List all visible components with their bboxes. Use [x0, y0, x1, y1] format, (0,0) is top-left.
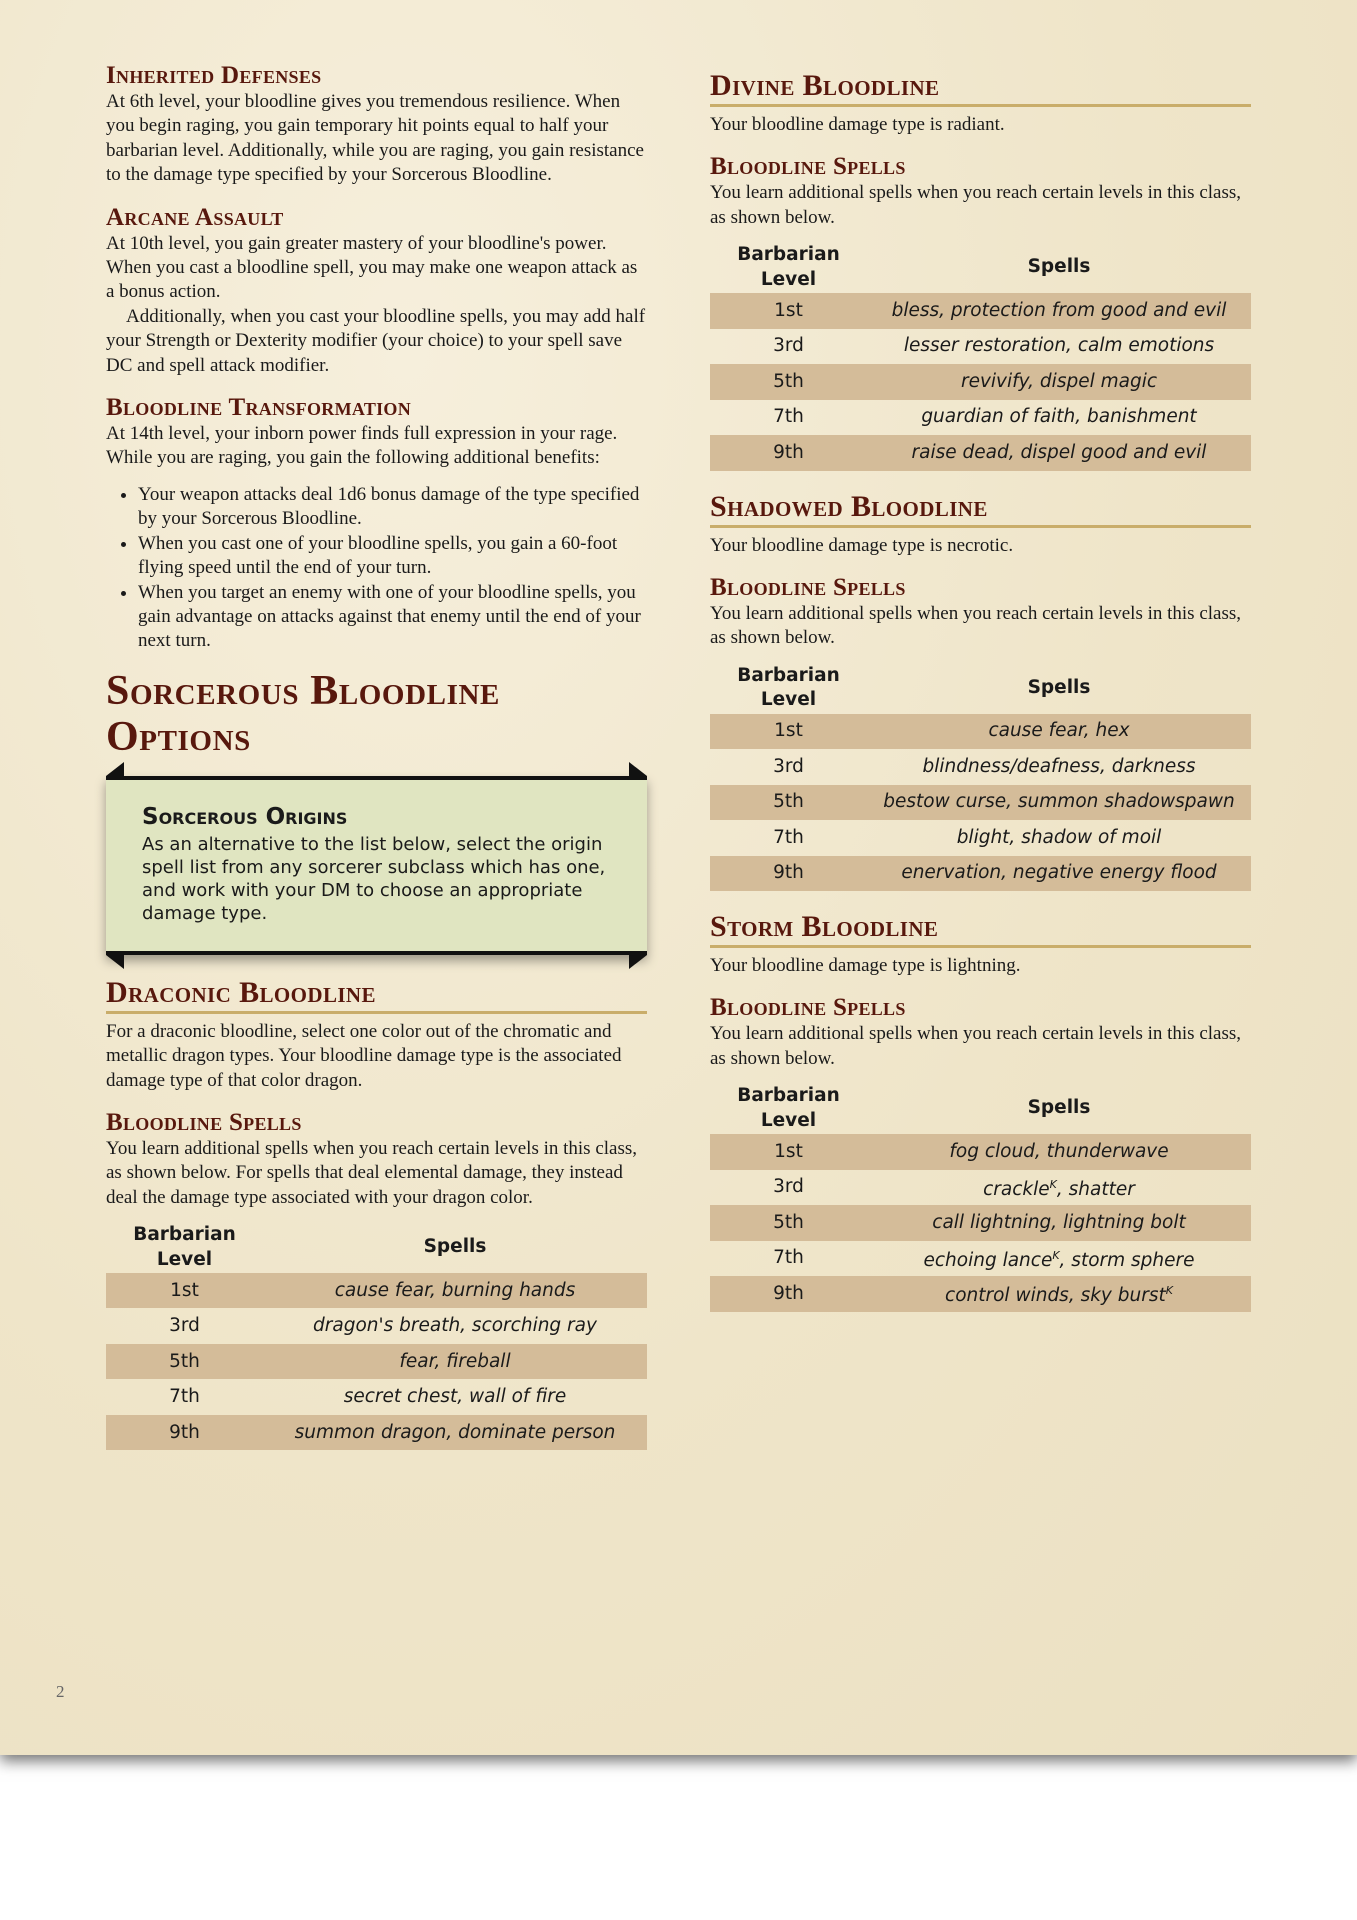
source-marker: K [1165, 1284, 1173, 1298]
spell-text: raise dead, dispel good and evil [911, 441, 1207, 463]
table-row [710, 364, 1251, 400]
spell-text: cause fear, hex [988, 720, 1130, 742]
spell-text: , storm sphere [1059, 1249, 1195, 1271]
table-row [106, 1308, 647, 1344]
spell-text: blight, shadow of moil [956, 826, 1162, 848]
spell-text: guardian of faith, banishment [921, 406, 1197, 428]
heading-arcane-assault: Arcane Assault [106, 203, 284, 231]
list-item: • Your weapon attacks deal 1d6 bonus damage of the type specified by your Sorcerous Bloodline. [138, 483, 647, 532]
column-header-spells: Spells [1027, 256, 1091, 278]
spell-text: bestow curse, summon shadowspawn [883, 791, 1235, 813]
spell-text: crackle [983, 1178, 1050, 1200]
spell-table-shadowed [710, 663, 1251, 891]
table-row [710, 435, 1251, 471]
heading-bloodline-spells: Bloodline Spells [710, 573, 906, 601]
spells-cell [263, 1308, 647, 1344]
table-row [106, 1415, 647, 1451]
paragraph: You learn additional spells when you reach certain levels in this class, as shown below. For spells that deal elemental damage, they instead deal the damage type associated with your dragon color. [106, 1137, 637, 1208]
spells-cell [263, 1415, 647, 1451]
table-row [710, 820, 1251, 856]
level-cell: 5th [106, 1344, 263, 1380]
heading-bloodline-spells: Bloodline Spells [106, 1108, 302, 1136]
level-cell: 5th [710, 364, 867, 400]
paragraph: You learn additional spells when you reach certain levels in this class, as shown below. [710, 182, 1241, 228]
table-row [710, 714, 1251, 750]
table-row [710, 1276, 1251, 1312]
paragraph: At 6th level, your bloodline gives you tremendous resilience. When you begin raging, you gain temporary hit points equal to half your barbarian level. Additionally, while you are raging, you gain resistance to the damage type specified by your Sorcerous Bloodline. [106, 91, 644, 186]
spells-cell [867, 329, 1251, 365]
spell-text: lesser restoration, calm emotions [903, 335, 1215, 357]
spells-cell [867, 1170, 1251, 1206]
spell-text: dragon's breath, scorching ray [313, 1315, 597, 1337]
paragraph: Your bloodline damage type is radiant. [710, 114, 1005, 135]
heading-divine-bloodline: Divine Bloodline [710, 70, 1251, 107]
level-cell: 7th [773, 826, 804, 848]
spell-table-draconic [106, 1222, 647, 1450]
level-cell: 9th [710, 435, 867, 471]
level-cell: 7th [773, 1247, 804, 1269]
spells-cell [263, 1379, 647, 1415]
spell-text: revivify, dispel magic [960, 370, 1158, 392]
spells-cell [867, 400, 1251, 436]
level-cell: 3rd [773, 755, 804, 777]
level-cell: 3rd [773, 1176, 804, 1198]
table-row [710, 856, 1251, 892]
level-cell: 7th [169, 1386, 200, 1408]
spells-cell [867, 1134, 1251, 1170]
spells-cell [867, 364, 1251, 400]
paragraph: Your bloodline damage type is lightning. [710, 955, 1021, 977]
paragraph: Additionally, when you cast your bloodline spells, you may add half your Strength or Dexterity modifier (your choice) to your spell save DC and spell attack modifier. [106, 305, 646, 376]
spells-cell [867, 293, 1251, 329]
table-row [710, 1134, 1251, 1170]
table-row [710, 400, 1251, 436]
section-title: Sorcerous Bloodline Options [106, 667, 500, 760]
heading-bloodline-spells: Bloodline Spells [710, 153, 906, 181]
heading-storm-bloodline: Storm Bloodline [710, 911, 1251, 948]
paragraph: You learn additional spells when you reach certain levels in this class, as shown below. [710, 602, 1241, 649]
spell-text: control winds, sky burst [945, 1285, 1166, 1307]
spells-cell [867, 714, 1251, 750]
page-number: 2 [56, 1682, 65, 1701]
spell-text: call lightning, lightning bolt [932, 1211, 1186, 1233]
table-row [106, 1379, 647, 1415]
column-header-spells: Spells [423, 1236, 487, 1258]
source-marker: K [1052, 1248, 1060, 1262]
spells-cell [867, 1205, 1251, 1241]
level-cell: 7th [773, 406, 804, 428]
column-header-level: Barbarian Level [133, 1224, 236, 1270]
level-cell: 3rd [773, 335, 804, 357]
table-row [106, 1344, 647, 1380]
paragraph: You learn additional spells when you reach certain levels in this class, as shown below. [710, 1023, 1241, 1069]
spells-cell [867, 1241, 1251, 1277]
heading-bloodline-transformation: Bloodline Transformation [106, 394, 412, 422]
spell-text: fear, fireball [399, 1350, 511, 1372]
spells-cell [867, 749, 1251, 785]
spell-text: bless, protection from good and evil [891, 299, 1227, 321]
level-cell: 9th [710, 1276, 867, 1312]
source-marker: K [1049, 1177, 1057, 1191]
spell-text: secret chest, wall of fire [343, 1386, 567, 1408]
level-cell: 5th [710, 785, 867, 821]
level-cell: 1st [710, 293, 867, 329]
list-item: • When you target an enemy with one of your bloodline spells, you gain advantage on attacks against that enemy until the end of your next turn. [138, 581, 647, 654]
note-box [106, 776, 647, 955]
level-cell: 1st [710, 1134, 867, 1170]
left-column [106, 62, 647, 1450]
paragraph: For a draconic bloodline, select one color out of the chromatic and metallic dragon types. Your bloodline damage type is the associated damage type of that color dragon. [106, 1020, 622, 1091]
spell-table-divine [710, 242, 1251, 470]
paragraph: Your bloodline damage type is necrotic. [710, 534, 1014, 556]
spell-text: , shatter [1056, 1178, 1135, 1200]
heading-draconic-bloodline: Draconic Bloodline [106, 977, 647, 1014]
spell-text: enervation, negative energy flood [901, 862, 1217, 884]
note-title: Sorcerous Origins [142, 803, 348, 830]
spells-cell [263, 1273, 647, 1309]
table-row [710, 1170, 1251, 1206]
heading-bloodline-spells: Bloodline Spells [710, 994, 906, 1022]
table-row [710, 293, 1251, 329]
table-row [710, 785, 1251, 821]
table-row [710, 749, 1251, 785]
spells-cell [867, 785, 1251, 821]
spell-table-storm [710, 1083, 1251, 1311]
spell-text: fog cloud, thunderwave [949, 1140, 1169, 1162]
right-column [710, 70, 1251, 1312]
heading-inherited-defenses: Inherited Defenses [106, 62, 322, 89]
level-cell: 9th [710, 856, 867, 892]
spell-text: cause fear, burning hands [334, 1279, 576, 1301]
column-header-level: Barbarian Level [737, 244, 840, 290]
spells-cell [263, 1344, 647, 1380]
benefits-list [106, 483, 647, 654]
paragraph: At 10th level, you gain greater mastery of your bloodline's power. When you cast a bloodline spell, you may make one weapon attack as a bonus action. [106, 232, 638, 303]
level-cell: 5th [710, 1205, 867, 1241]
spell-text: blindness/deafness, darkness [922, 755, 1196, 777]
spell-text: echoing lance [923, 1249, 1053, 1271]
list-item: • When you cast one of your bloodline spells, you gain a 60-foot flying speed until the end of your turn. [138, 532, 647, 581]
table-row [710, 1241, 1251, 1277]
level-cell: 9th [106, 1415, 263, 1451]
column-header-level: Barbarian Level [737, 664, 840, 711]
spells-cell [867, 435, 1251, 471]
spells-cell [867, 820, 1251, 856]
spells-cell [867, 1276, 1251, 1312]
spell-text: summon dragon, dominate person [294, 1421, 616, 1443]
column-header-spells: Spells [1027, 1097, 1091, 1119]
spells-cell [867, 856, 1251, 892]
note-text: As an alternative to the list below, select the origin spell list from any sorcerer subclass which has one, and work with your DM to choose an appropriate damage type. [142, 833, 606, 924]
paragraph: At 14th level, your inborn power finds full expression in your rage. While you are raging, you gain the following additional benefits: [106, 423, 618, 469]
table-row [710, 1205, 1251, 1241]
column-header-spells: Spells [1027, 676, 1091, 698]
table-row [106, 1273, 647, 1309]
heading-shadowed-bloodline: Shadowed Bloodline [710, 491, 1251, 528]
level-cell: 1st [710, 714, 867, 750]
column-header-level: Barbarian Level [737, 1085, 840, 1131]
table-row [710, 329, 1251, 365]
level-cell: 1st [106, 1273, 263, 1309]
level-cell: 3rd [169, 1315, 200, 1337]
